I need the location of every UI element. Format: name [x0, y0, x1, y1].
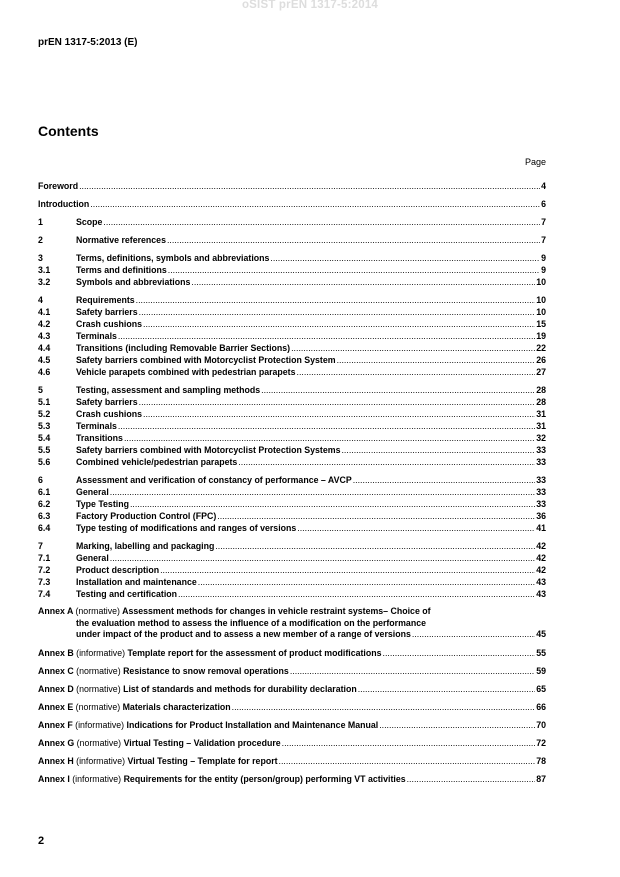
toc-leader-dots [383, 647, 536, 659]
annex-entry[interactable] [38, 755, 546, 767]
toc-entry-number: 5 [38, 385, 43, 395]
toc-entry[interactable] [38, 234, 546, 246]
toc-entry-page: 27 [536, 367, 546, 377]
toc-entry-page: 42 [536, 553, 546, 563]
toc-entry[interactable] [38, 306, 546, 318]
annex-title: Materials characterization [122, 701, 231, 712]
toc-entry-title: Safety barriers combined with Motorcyclist Protection System [76, 355, 336, 365]
toc-entry-title: Terminals [76, 421, 117, 431]
toc-entry-title: Product description [76, 565, 160, 575]
annex-first-line [38, 606, 546, 618]
toc-entry-title: Testing, assessment and sampling methods [76, 385, 261, 395]
toc-entry-number: 5.6 [38, 457, 51, 467]
toc-entry-title: Safety barriers [76, 307, 138, 317]
toc-entry-number: 4 [38, 295, 43, 305]
toc-entry-title: Terms, definitions, symbols and abbreviations [76, 253, 270, 263]
toc-leader-dots [198, 576, 535, 588]
annex-heading [38, 773, 406, 785]
annex-label: Annex D [38, 683, 74, 694]
toc-entry-title: Testing and certification [76, 589, 178, 599]
toc-entry[interactable] [38, 510, 546, 522]
toc-entry-page: 31 [536, 409, 546, 419]
annex-heading [38, 755, 278, 767]
toc-entry[interactable] [38, 366, 546, 378]
toc-leader-dots [143, 408, 535, 420]
annex-label: Annex H [38, 755, 74, 766]
toc-leader-dots [261, 384, 535, 396]
annex-title: Indications for Product Installation and Maintenance Manual [126, 719, 379, 730]
toc-entry-page: 33 [536, 487, 546, 497]
toc-entry-page: 28 [536, 397, 546, 407]
toc-entry-number: 6 [38, 475, 43, 485]
toc-entry-page: 15 [536, 319, 546, 329]
toc-leader-dots [217, 510, 535, 522]
annex-title: Requirements for the entity (person/group) performing VT activities [123, 773, 406, 784]
toc-entry-number: 1 [38, 217, 43, 227]
toc-entry-number: 5.5 [38, 445, 51, 455]
toc-entry-page: 33 [536, 457, 546, 467]
annex-heading [38, 683, 357, 695]
toc-leader-dots [232, 701, 536, 713]
annex-title-line: Assessment methods for changes in vehicle restraint systems– Choice of [122, 606, 431, 616]
annex-heading [38, 647, 382, 659]
toc-entry-number: 7.1 [38, 553, 51, 563]
toc-leader-dots [103, 216, 540, 228]
page-number: 2 [38, 835, 45, 847]
toc-leader-dots [412, 629, 535, 641]
toc-entry[interactable] [38, 486, 546, 498]
toc-entry[interactable] [38, 474, 546, 486]
toc-leader-dots [130, 498, 535, 510]
toc-entry-title: Foreword [38, 181, 79, 191]
toc-entry-page: 9 [541, 265, 546, 275]
annex-title: Virtual Testing – Validation procedure [123, 737, 281, 748]
toc-entry[interactable] [38, 498, 546, 510]
toc-entry[interactable] [38, 276, 546, 288]
toc-entry-number: 2 [38, 235, 43, 245]
annex-heading [38, 719, 378, 731]
toc-entry-title: Factory Production Control (FPC) [76, 511, 217, 521]
contents-title: Contents [38, 123, 99, 139]
annex-title: Virtual Testing – Template for report [127, 755, 278, 766]
toc-entry-title: Transitions [76, 433, 123, 443]
annex-entry[interactable] [38, 606, 546, 641]
toc-leader-dots [407, 773, 536, 785]
toc-entry-title: General [76, 487, 109, 497]
annex-label: Annex E [38, 701, 74, 712]
toc-entry-title: Type testing of modifications and ranges of versions [76, 523, 297, 533]
annex-heading [38, 701, 231, 713]
toc-entry-page: 22 [536, 343, 546, 353]
toc-entry[interactable] [38, 540, 546, 552]
annex-entry[interactable] [38, 647, 546, 659]
annex-label: Annex F [38, 719, 73, 730]
annex-title: Template report for the assessment of product modifications [127, 647, 382, 658]
annex-label: Annex G [38, 737, 75, 748]
toc-entry-title: General [76, 553, 109, 563]
toc-entry-number: 6.3 [38, 511, 51, 521]
toc-entry[interactable] [38, 330, 546, 342]
toc-entry-page: 42 [536, 541, 546, 551]
annex-label: Annex C [38, 665, 74, 676]
toc-entry-title: Safety barriers [76, 397, 138, 407]
toc-entry-page: 6 [541, 199, 546, 209]
toc-entry[interactable] [38, 198, 546, 210]
toc-leader-dots [79, 180, 540, 192]
annex-page: 66 [536, 701, 546, 712]
annex-page: 65 [536, 683, 546, 694]
toc-leader-dots [124, 432, 535, 444]
toc-entry-page: 7 [541, 217, 546, 227]
annex-entry[interactable] [38, 683, 546, 695]
toc-entry[interactable] [38, 552, 546, 564]
toc-entry[interactable] [38, 564, 546, 576]
toc-entry[interactable] [38, 432, 546, 444]
toc-leader-dots [168, 264, 540, 276]
annex-kind: (informative) [76, 755, 126, 766]
document-code: prEN 1317-5:2013 (E) [38, 37, 138, 48]
toc-entry-number: 3.1 [38, 265, 51, 275]
toc-entry-number: 4.4 [38, 343, 51, 353]
annex-title-line: the evaluation method to assess the influence of a modification on the performance [76, 617, 426, 628]
annex-title: Resistance to snow removal operations [123, 665, 289, 676]
toc-leader-dots [143, 318, 535, 330]
toc-entry-title: Terminals [76, 331, 117, 341]
toc-entry-page: 36 [536, 511, 546, 521]
toc-entry-number: 4.5 [38, 355, 51, 365]
toc-leader-dots [191, 276, 535, 288]
toc-entry-number: 7.2 [38, 565, 51, 575]
toc-entry-title: Type Testing [76, 499, 129, 509]
toc-entry-number: 5.2 [38, 409, 51, 419]
toc-entry-title: Terms and definitions [76, 265, 167, 275]
toc-entry-number: 5.3 [38, 421, 51, 431]
toc-entry-title: Assessment and verification of constancy of performance – AVCP [76, 475, 352, 485]
toc-entry-number: 4.3 [38, 331, 51, 341]
annex-label: Annex B [38, 647, 74, 658]
toc-entry-title: Crash cushions [76, 319, 142, 329]
toc-leader-dots [90, 198, 540, 210]
annex-kind: (normative) [75, 701, 121, 712]
toc-entry-number: 4.2 [38, 319, 51, 329]
toc-entry-page: 43 [536, 577, 546, 587]
annex-kind: (informative) [72, 773, 122, 784]
toc-leader-dots [139, 396, 536, 408]
toc-entry-page: 33 [536, 499, 546, 509]
toc-leader-dots [110, 486, 535, 498]
toc-entry[interactable] [38, 444, 546, 456]
toc-entry-title: Marking, labelling and packaging [76, 541, 215, 551]
toc-entry[interactable] [38, 588, 546, 600]
toc-entry-number: 6.4 [38, 523, 51, 533]
annex-entry[interactable] [38, 773, 546, 785]
toc-entry-page: 4 [541, 181, 546, 191]
toc-entry[interactable] [38, 294, 546, 306]
toc-entry-page: 32 [536, 433, 546, 443]
toc-entry-number: 7 [38, 541, 43, 551]
toc-entry-page: 43 [536, 589, 546, 599]
toc-entry[interactable] [38, 264, 546, 276]
annex-kind: (normative) [75, 606, 120, 616]
annex-kind: (normative) [76, 737, 122, 748]
toc-entry-title: Vehicle parapets combined with pedestrian parapets [76, 367, 296, 377]
toc-leader-dots [139, 306, 536, 318]
toc-entry[interactable] [38, 252, 546, 264]
annex-page: 78 [536, 755, 546, 766]
toc-leader-dots [291, 342, 535, 354]
annex-page: 72 [536, 737, 546, 748]
annex-kind: (normative) [76, 665, 121, 676]
toc-leader-dots [136, 294, 536, 306]
toc-entry-page: 31 [536, 421, 546, 431]
annex-entry[interactable] [38, 737, 546, 749]
toc-entry[interactable] [38, 180, 546, 192]
toc-entry-page: 10 [536, 277, 546, 287]
annex-kind: (informative) [75, 719, 125, 730]
toc-entry-page: 42 [536, 565, 546, 575]
toc-entry-number: 4.6 [38, 367, 51, 377]
toc-leader-dots [160, 564, 535, 576]
toc-leader-dots [110, 552, 535, 564]
toc-entry[interactable] [38, 456, 546, 468]
toc-leader-dots [270, 252, 540, 264]
toc-entry-title: Introduction [38, 199, 90, 209]
toc-entry-title: Normative references [76, 235, 166, 245]
page-column-label: Page [524, 157, 546, 167]
toc-entry-number: 3 [38, 253, 43, 263]
annex-page: 59 [536, 665, 546, 676]
toc-entry-page: 10 [536, 307, 546, 317]
toc-entry[interactable] [38, 420, 546, 432]
annex-page: 70 [536, 719, 546, 730]
toc-entry-title: Transitions (including Removable Barrier Sections) [76, 343, 291, 353]
toc-entry-page: 26 [536, 355, 546, 365]
toc-leader-dots [238, 456, 535, 468]
annex-page: 55 [536, 647, 546, 658]
toc-entry-page: 10 [536, 295, 546, 305]
toc-entry-number: 6.2 [38, 499, 51, 509]
toc-entry-page: 9 [541, 253, 546, 263]
annex-kind: (normative) [76, 683, 121, 694]
toc-entry[interactable] [38, 318, 546, 330]
toc-entry-number: 6.1 [38, 487, 51, 497]
toc-entry-page: 19 [536, 331, 546, 341]
toc-entry-title: Requirements [76, 295, 135, 305]
toc-entry-title: Symbols and abbreviations [76, 277, 191, 287]
annex-title: List of standards and methods for durability declaration [123, 683, 357, 694]
toc-entry[interactable] [38, 384, 546, 396]
toc-entry[interactable] [38, 216, 546, 228]
toc-entry-number: 5.1 [38, 397, 51, 407]
toc-entry[interactable] [38, 522, 546, 534]
toc-leader-dots [290, 665, 535, 677]
annex-page: 45 [536, 629, 546, 639]
toc-leader-dots [341, 444, 535, 456]
toc-leader-dots [118, 330, 535, 342]
toc-entry-title: Scope [76, 217, 103, 227]
toc-entry-number: 7.3 [38, 577, 51, 587]
toc-entry[interactable] [38, 396, 546, 408]
annex-page: 87 [536, 773, 546, 784]
toc-leader-dots [178, 588, 535, 600]
toc-entry-number: 4.1 [38, 307, 51, 317]
toc-leader-dots [118, 420, 535, 432]
annex-label: Annex A [38, 606, 74, 616]
annex-heading [38, 737, 281, 749]
toc-leader-dots [297, 366, 536, 378]
toc-leader-dots [379, 719, 535, 731]
toc-entry-title: Safety barriers combined with Motorcyclist Protection Systems [76, 445, 341, 455]
toc-entry-title: Crash cushions [76, 409, 142, 419]
toc-entry-number: 3.2 [38, 277, 51, 287]
toc-entry[interactable] [38, 408, 546, 420]
annex-kind: (informative) [76, 647, 126, 658]
toc-entry[interactable] [38, 354, 546, 366]
toc-entry[interactable] [38, 576, 546, 588]
toc-leader-dots [282, 737, 536, 749]
annex-last-line [38, 629, 546, 641]
toc-leader-dots [358, 683, 535, 695]
annex-entry[interactable] [38, 701, 546, 713]
toc-entry-page: 41 [536, 523, 546, 533]
toc-entry[interactable] [38, 342, 546, 354]
annex-entry[interactable] [38, 665, 546, 677]
toc-entry-title: Installation and maintenance [76, 577, 197, 587]
annex-title-line: under impact of the product and to assess a new member of a range of versions [76, 629, 411, 639]
toc-leader-dots [337, 354, 536, 366]
toc-leader-dots [167, 234, 540, 246]
toc-leader-dots [297, 522, 535, 534]
toc-entry-number: 5.4 [38, 433, 51, 443]
annex-heading [38, 665, 289, 677]
annex-entry[interactable] [38, 719, 546, 731]
annex-label: Annex I [38, 773, 70, 784]
toc-leader-dots [215, 540, 535, 552]
toc-leader-dots [353, 474, 535, 486]
toc-entry-page: 33 [536, 475, 546, 485]
toc-entry-number: 7.4 [38, 589, 51, 599]
watermark: oSIST prEN 1317-5:2014 [241, 0, 379, 11]
toc-entry-page: 28 [536, 385, 546, 395]
toc-entry-page: 33 [536, 445, 546, 455]
toc-leader-dots [279, 755, 536, 767]
table-of-contents [38, 180, 546, 785]
toc-entry-title: Combined vehicle/pedestrian parapets [76, 457, 238, 467]
toc-entry-page: 7 [541, 235, 546, 245]
